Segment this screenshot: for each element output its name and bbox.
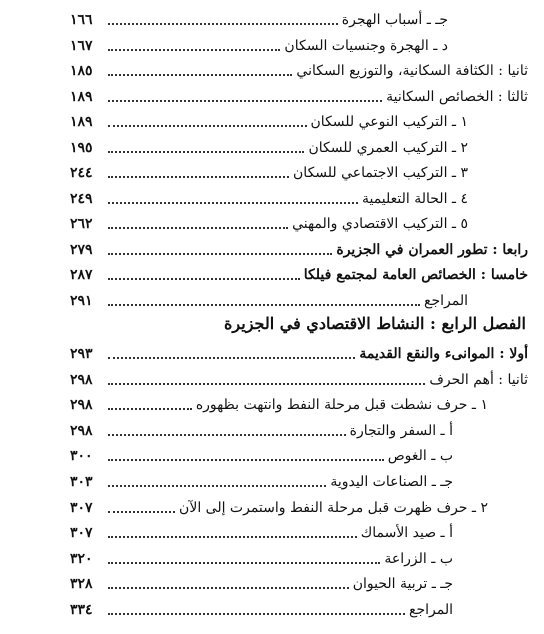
toc-entry [70,85,528,109]
toc-page-number: ٣٠٧ [70,525,93,542]
toc-entry-title: د ـ الهجرة وجنسيات السكان [284,37,448,54]
toc-entry-title: جـ ـ الصناعات اليدوية [330,474,453,490]
toc-entry [70,110,528,134]
toc-entry-title: ثالثا : الخصائص السكانية [386,88,528,105]
toc-entry-title: ١ ـ حرف نشطت قبل مرحلة النفط وانتهت بظهوره [195,397,488,414]
toc-entry-title: ثانيا : الكثافة السكانية، والتوزيع السكاني [296,63,528,79]
toc-entry-title: ٢ ـ التركيب العمري للسكان [308,139,468,156]
toc-entry [70,598,528,622]
toc-entry-title: أولا : الموانىء والنقع القديمة [359,346,528,362]
toc-entry-title: جـ ـ تربية الحيوان [352,576,453,593]
toc-page-number: ٢٦٢ [70,216,93,232]
toc-page-number: ٣٠٣ [70,474,93,490]
dot-leader [108,613,405,615]
dot-leader [108,227,288,229]
toc-entry-title: أ ـ السفر والتجارة [349,422,453,439]
toc-page-number: ٢٤٩ [70,190,93,207]
dot-leader [108,511,175,513]
toc-entry [70,136,528,160]
dot-leader [108,434,346,436]
chapter-heading: الفصل الرابع : النشاط الاقتصادي في الجزيرة [224,314,526,333]
toc-entry [70,470,528,494]
toc-page-number: ١٦٧ [70,37,93,54]
toc-page-number: ١٦٦ [70,12,93,28]
dot-leader [108,383,425,385]
toc-entry [70,393,528,417]
toc-entry-title: ٥ ـ التركيب الاقتصادي والمهني [292,216,468,232]
toc-page-number: ٣٢٨ [70,576,93,593]
dot-leader [108,202,358,204]
toc-page-number: ١٨٩ [70,88,93,105]
dot-leader [108,459,384,461]
toc-entry [70,547,528,571]
dot-leader [108,74,292,76]
toc-entry [70,187,528,211]
toc-entry [70,8,528,32]
dot-leader [108,100,382,102]
toc-entry [70,444,528,468]
toc-entry-title: المراجع [409,602,453,618]
toc-entry [70,368,528,392]
toc-entry-title: ثانيا : أهم الحرف [429,371,528,388]
toc-page-number: ١٨٩ [70,114,93,130]
dot-leader [108,125,307,127]
toc-page-number: ٢٩٣ [70,346,93,362]
toc-page-number: ٢٤٤ [70,165,93,181]
dot-leader [108,49,280,51]
dot-leader [108,304,420,306]
toc-entry-title: جـ ـ أسباب الهجرة [341,12,448,28]
dot-leader [108,357,355,359]
toc-entry-title: ب ـ الزراعة [384,550,453,567]
toc-entry [70,572,528,596]
toc-entry-title: ٤ ـ الحالة التعليمية [361,190,468,207]
toc-entry [70,238,528,262]
toc-page-number: ٢٩١ [70,292,93,309]
toc-entry [70,59,528,83]
dot-leader [108,485,326,487]
dot-leader [108,408,192,410]
toc-page-number: ٢٩٨ [70,371,93,388]
toc-page-number: ٢٧٩ [70,241,93,258]
dot-leader [108,23,338,25]
dot-leader [108,536,357,538]
toc-entry [70,521,528,545]
dot-leader [108,587,349,589]
dot-leader [108,253,332,255]
toc-entry [70,34,528,58]
toc-entry [70,342,528,366]
toc-entry-title: ب ـ الغوص [387,448,453,465]
toc-entry-title: رابعا : تطور العمران في الجزيرة [336,241,528,258]
toc-entry [70,161,528,185]
toc-page-number: ١٨٥ [70,63,93,79]
toc-page-number: ٣٠٧ [70,499,93,516]
toc-page-number: ٢٩٨ [70,397,93,414]
toc-entry-title: أ ـ صيد الأسماك [360,525,453,542]
toc-entry [70,496,528,520]
toc-page-number: ٣٣٤ [70,602,93,618]
toc-entry-title: المراجع [424,292,468,309]
dot-leader [108,278,300,280]
toc-entry-title: ٣ ـ التركيب الاجتماعي للسكان [293,165,468,181]
toc-entry [70,419,528,443]
toc-entry [70,263,528,287]
toc-page-number: ٢٩٨ [70,422,93,439]
dot-leader [108,562,380,564]
toc-entry [70,212,528,236]
toc-page-number: ١٩٥ [70,139,93,156]
toc-page-number: ٣٠٠ [70,448,93,465]
toc-entry-title: ١ ـ التركيب النوعي للسكان [310,114,468,130]
toc-entry [70,289,528,313]
dot-leader [108,151,304,153]
dot-leader [108,176,289,178]
toc-page-number: ٣٢٠ [70,550,93,567]
toc-entry-title: ٢ ـ حرف ظهرت قبل مرحلة النفط واستمرت إلى الآن [179,499,488,516]
toc-page-number: ٢٨٧ [70,267,93,283]
toc-entry-title: خامسا : الخصائص العامة لمجتمع فيلكا [303,267,528,283]
